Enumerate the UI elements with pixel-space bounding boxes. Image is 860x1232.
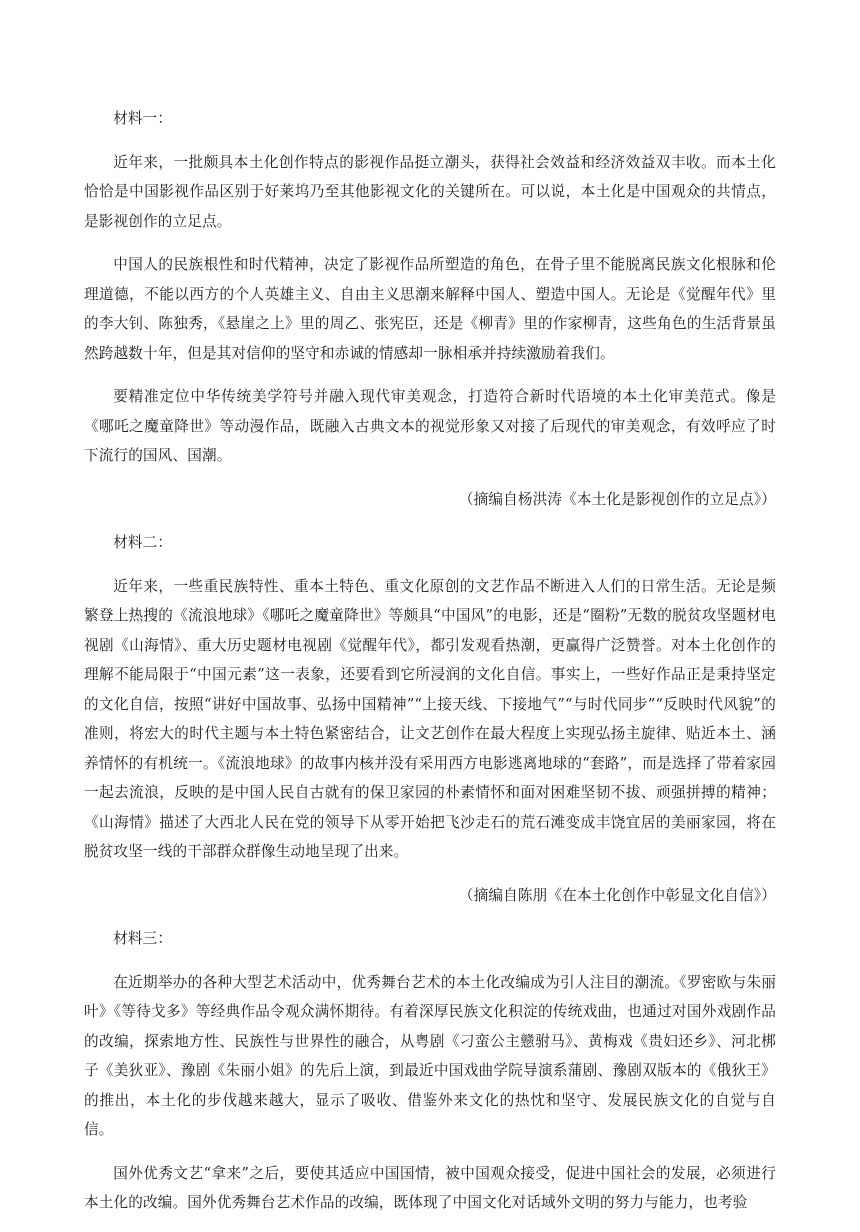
material-2-label: 材料二： [113, 534, 173, 551]
document-page [84, 104, 776, 1232]
material-1-source: （摘编自杨洪涛《本土化是影视创作的立足点》） [458, 490, 776, 508]
material-1-paragraph-1: 近年来，一批颇具本土化创作特点的影视作品挺立潮头，获得社会效益和经济效益双丰收。而本土化恰恰是中国影视作品区别于好莱坞乃至其他影视文化的关键所在。可以说，本土化是中国观众的共情点，是影视创作的立足点。 [84, 153, 776, 230]
material-2-paragraph-1: 近年来，一些重民族特性、重本土特色、重文化原创的文艺作品不断进入人们的日常生活。无论是频繁登上热搜的《流浪地球》《哪吒之魔童降世》等颇具“中国风”的电影，还是“圈粉”无数的脱贫攻坚题材电视剧《山海情》、重大历史题材电视剧《觉醒年代》，都引发观看热潮，更赢得广泛赞誉。对本土化创作的理解不能局限于“中国元素”这一表象，还要看到它所浸润的文化自信。事实上，一些好作品正是秉持坚定的文化自信，按照“讲好中国故事、弘扬中国精神”“上接天线、下接地气”“与时代同步”“反映时代风貌”的准则，将宏大的时代主题与本土特色紧密结合，让文艺创作在最大程度上实现弘扬主旋律、贴近本土、涵养情怀的有机统一。《流浪地球》的故事内核并没有采用西方电影逃离地球的“套路”，而是选择了带着家园一起去流浪，反映的是中国人民自古就有的保卫家园的朴素情怀和面对困难坚韧不拔、顽强拼搏的精神；《山海情》描述了大西北人民在党的领导下从零开始把飞沙走石的荒石滩变成丰饶宜居的美丽家园，将在脱贫攻坚一线的干部群众群像生动地呈现了出来。 [84, 577, 776, 860]
material-3-label: 材料三： [113, 930, 173, 947]
material-3-paragraph-1: 在近期举办的各种大型艺术活动中，优秀舞台艺术的本土化改编成为引人注目的潮流。《罗密欧与朱丽叶》《等待戈多》等经典作品令观众满怀期待。有着深厚民族文化积淀的传统戏曲，也通过对国外戏剧作品的改编，探索地方性、民族性与世界性的融合，从粤剧《刁蛮公主戆驸马》、黄梅戏《贵妇还乡》、河北梆子《美狄亚》、豫剧《朱丽小姐》的先后上演，到最近中国戏曲学院导演系蒲剧、豫剧双版本的《俄狄王》的推出，本土化的步伐越来越大，显示了吸收、借鉴外来文化的热忱和坚守、发展民族文化的自觉与自信。 [84, 973, 776, 1138]
material-2-source: （摘编自陈朋《在本土化创作中彰显文化自信》） [458, 886, 776, 904]
material-1-paragraph-2: 中国人的民族根性和时代精神，决定了影视作品所塑造的角色，在骨子里不能脱离民族文化根脉和伦理道德，不能以西方的个人英雄主义、自由主义思潮来解释中国人、塑造中国人。无论是《觉醒年代》里的李大钊、陈独秀，《悬崖之上》里的周乙、张宪臣，还是《柳青》里的作家柳青，这些角色的生活背景虽然跨越数十年，但是其对信仰的坚守和赤诚的情感却一脉相承并持续激励着我们。 [84, 256, 776, 362]
material-1-label: 材料一： [113, 110, 173, 127]
material-1-paragraph-3: 要精准定位中华传统美学符号并融入现代审美观念，打造符合新时代语境的本土化审美范式。像是《哪吒之魔童降世》等动漫作品，既融入古典文本的视觉形象又对接了后现代的审美观念，有效呼应了时下流行的国风、国潮。 [84, 388, 776, 464]
material-3-paragraph-2: 国外优秀文艺“拿来”之后，要使其适应中国国情，被中国观众接受，促进中国社会的发展，必须进行本土化的改编。国外优秀舞台艺术作品的改编，既体现了中国文化对话域外文明的努力与能力，也考验 [84, 1164, 776, 1211]
